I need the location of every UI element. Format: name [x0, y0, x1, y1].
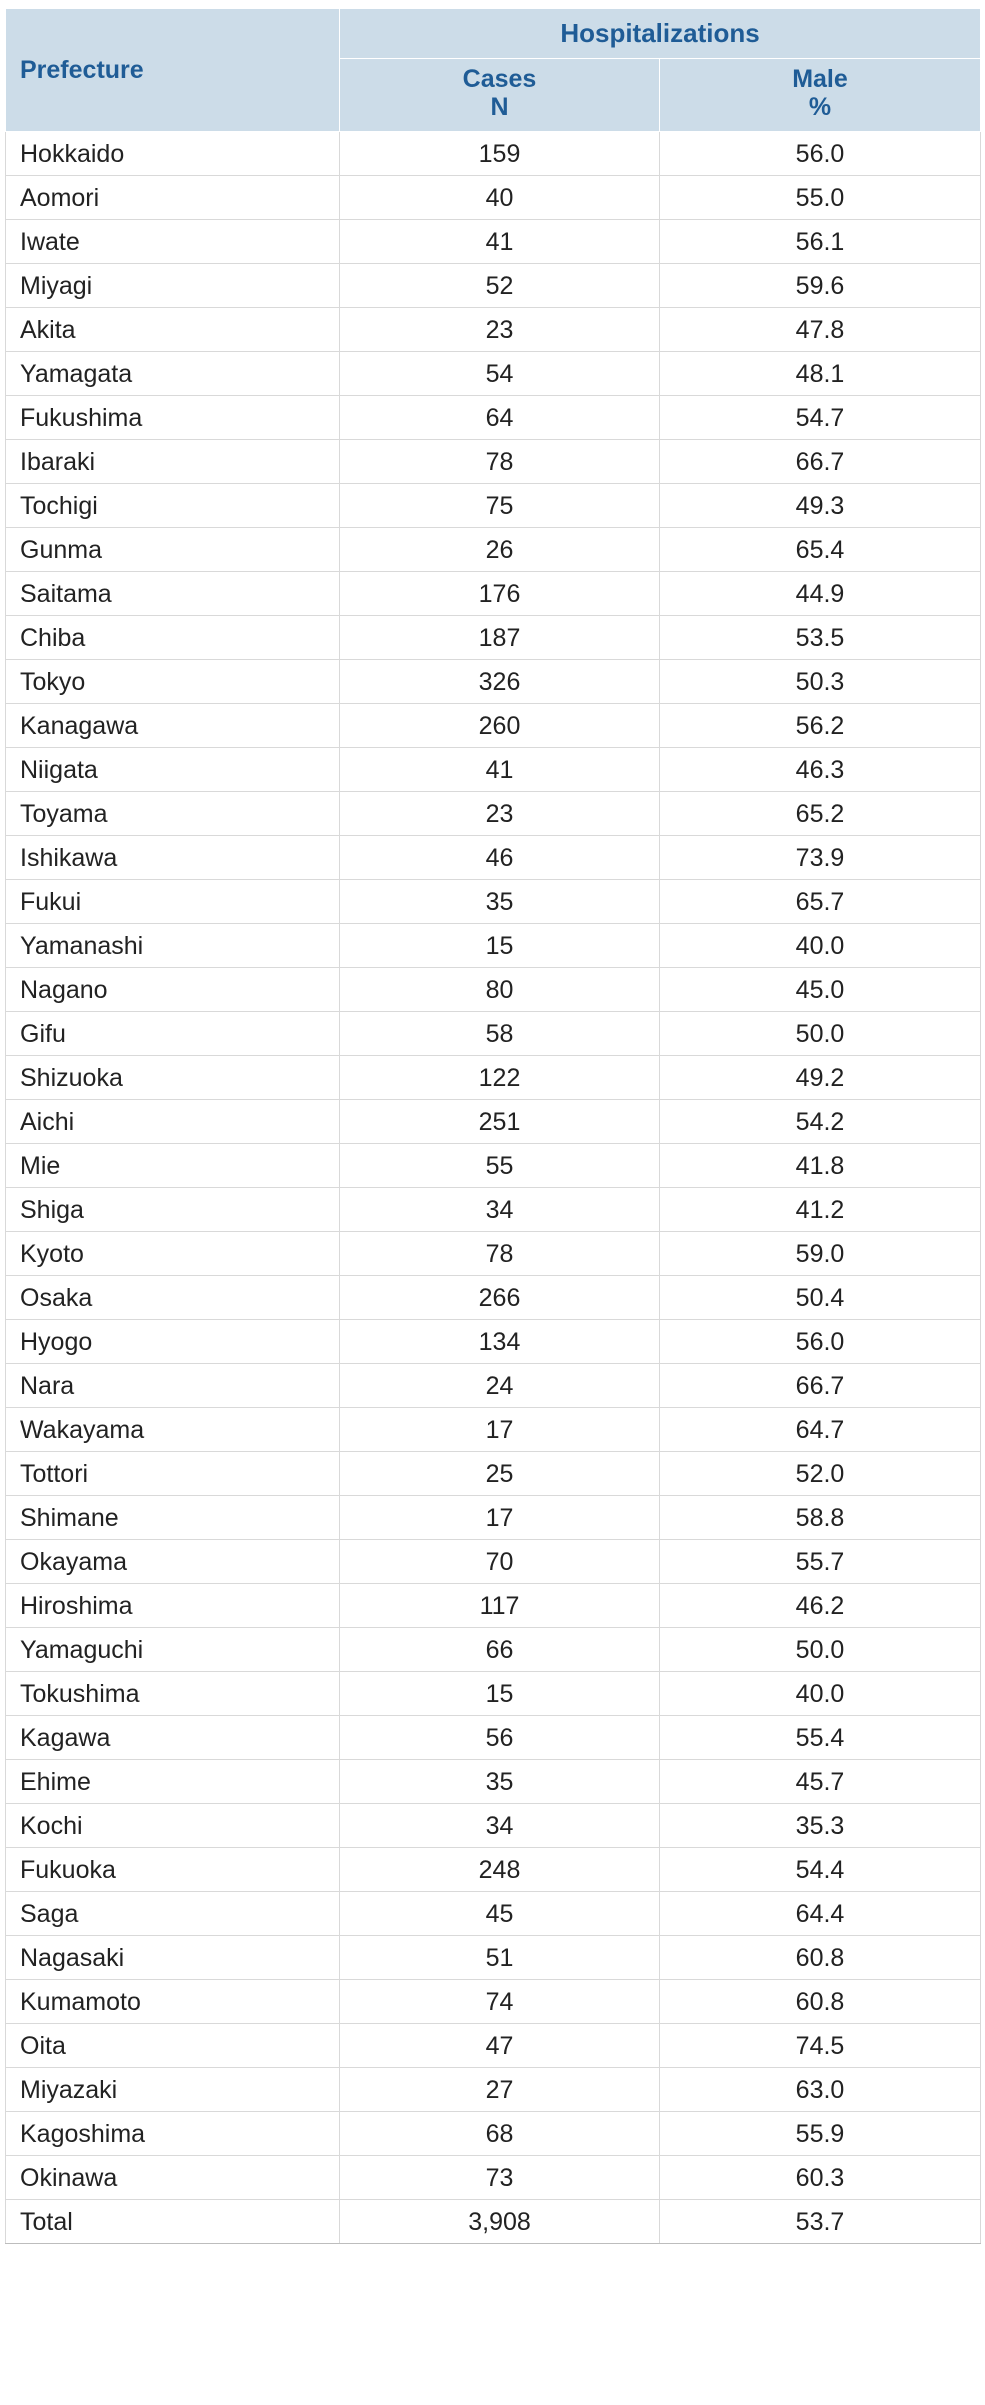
- cell-prefecture: Gifu: [6, 1012, 340, 1056]
- cell-male-percent: 56.0: [660, 1320, 981, 1364]
- table-row: [6, 1012, 981, 1056]
- cell-cases: 75: [340, 484, 660, 528]
- cell-prefecture: Tokushima: [6, 1672, 340, 1716]
- table-row: [6, 1056, 981, 1100]
- table-row: [6, 1364, 981, 1408]
- cell-prefecture: Oita: [6, 2024, 340, 2068]
- cell-male-percent: 60.3: [660, 2156, 981, 2200]
- table-row: [6, 1496, 981, 1540]
- cell-male-percent: 59.0: [660, 1232, 981, 1276]
- cell-male-percent: 44.9: [660, 572, 981, 616]
- cell-male-percent: 40.0: [660, 924, 981, 968]
- cell-cases: 134: [340, 1320, 660, 1364]
- cell-prefecture: Kumamoto: [6, 1980, 340, 2024]
- cell-male-percent: 45.0: [660, 968, 981, 1012]
- cell-prefecture: Shimane: [6, 1496, 340, 1540]
- cell-cases: 15: [340, 1672, 660, 1716]
- cell-male-percent: 50.3: [660, 660, 981, 704]
- table-row: [6, 308, 981, 352]
- table-row: [6, 1188, 981, 1232]
- cell-prefecture: Miyagi: [6, 264, 340, 308]
- cell-prefecture: Saitama: [6, 572, 340, 616]
- table-row: [6, 1452, 981, 1496]
- table-row: [6, 572, 981, 616]
- cell-prefecture: Toyama: [6, 792, 340, 836]
- cell-male-percent: 59.6: [660, 264, 981, 308]
- column-header-male-label: Male: [792, 65, 848, 94]
- cell-male-percent: 41.8: [660, 1144, 981, 1188]
- hospitalizations-table-container: [0, 8, 985, 2244]
- cell-male-percent: 53.7: [660, 2200, 981, 2244]
- table-row: [6, 1672, 981, 1716]
- cell-cases: 122: [340, 1056, 660, 1100]
- table-header: [6, 9, 981, 132]
- cell-cases: 251: [340, 1100, 660, 1144]
- cell-male-percent: 64.7: [660, 1408, 981, 1452]
- cell-prefecture: Ibaraki: [6, 440, 340, 484]
- column-header-cases-unit: N: [490, 93, 509, 122]
- table-row: [6, 792, 981, 836]
- cell-prefecture: Yamagata: [6, 352, 340, 396]
- cell-cases: 17: [340, 1496, 660, 1540]
- table-row: [6, 396, 981, 440]
- table-row: [6, 2200, 981, 2244]
- cell-prefecture: Ehime: [6, 1760, 340, 1804]
- cell-cases: 68: [340, 2112, 660, 2156]
- cell-prefecture: Kagoshima: [6, 2112, 340, 2156]
- table-row: [6, 924, 981, 968]
- cell-cases: 78: [340, 1232, 660, 1276]
- cell-cases: 34: [340, 1188, 660, 1232]
- cell-male-percent: 56.0: [660, 132, 981, 176]
- cell-prefecture: Nagano: [6, 968, 340, 1012]
- cell-male-percent: 49.3: [660, 484, 981, 528]
- cell-prefecture: Okinawa: [6, 2156, 340, 2200]
- cell-prefecture: Aomori: [6, 176, 340, 220]
- column-header-male-unit: %: [808, 93, 832, 122]
- table-row: [6, 484, 981, 528]
- table-row: [6, 1892, 981, 1936]
- cell-male-percent: 54.4: [660, 1848, 981, 1892]
- cell-cases: 24: [340, 1364, 660, 1408]
- cell-prefecture: Shiga: [6, 1188, 340, 1232]
- cell-cases: 46: [340, 836, 660, 880]
- cell-prefecture: Yamanashi: [6, 924, 340, 968]
- cell-male-percent: 60.8: [660, 1936, 981, 1980]
- cell-male-percent: 54.2: [660, 1100, 981, 1144]
- cell-male-percent: 63.0: [660, 2068, 981, 2112]
- cell-cases: 326: [340, 660, 660, 704]
- cell-prefecture: Hiroshima: [6, 1584, 340, 1628]
- cell-prefecture: Niigata: [6, 748, 340, 792]
- table-row: [6, 2112, 981, 2156]
- table-row: [6, 440, 981, 484]
- cell-cases: 34: [340, 1804, 660, 1848]
- cell-male-percent: 50.0: [660, 1012, 981, 1056]
- cell-male-percent: 58.8: [660, 1496, 981, 1540]
- cell-male-percent: 56.2: [660, 704, 981, 748]
- table-row: [6, 1584, 981, 1628]
- cell-male-percent: 60.8: [660, 1980, 981, 2024]
- cell-cases: 17: [340, 1408, 660, 1452]
- cell-prefecture: Iwate: [6, 220, 340, 264]
- cell-cases: 25: [340, 1452, 660, 1496]
- cell-male-percent: 56.1: [660, 220, 981, 264]
- table-row: [6, 352, 981, 396]
- table-row: [6, 748, 981, 792]
- cell-male-percent: 46.2: [660, 1584, 981, 1628]
- cell-cases: 41: [340, 748, 660, 792]
- cell-male-percent: 50.0: [660, 1628, 981, 1672]
- cell-prefecture: Tochigi: [6, 484, 340, 528]
- table-row: [6, 1320, 981, 1364]
- cell-cases: 3,908: [340, 2200, 660, 2244]
- cell-male-percent: 40.0: [660, 1672, 981, 1716]
- table-row: [6, 220, 981, 264]
- cell-prefecture: Hokkaido: [6, 132, 340, 176]
- cell-male-percent: 52.0: [660, 1452, 981, 1496]
- table-row: [6, 704, 981, 748]
- cell-prefecture: Chiba: [6, 616, 340, 660]
- cell-cases: 27: [340, 2068, 660, 2112]
- table-row: [6, 2068, 981, 2112]
- cell-prefecture: Gunma: [6, 528, 340, 572]
- table-row: [6, 1276, 981, 1320]
- cell-male-percent: 55.9: [660, 2112, 981, 2156]
- cell-cases: 26: [340, 528, 660, 572]
- column-header-male: [660, 59, 981, 132]
- cell-prefecture: Kyoto: [6, 1232, 340, 1276]
- cell-prefecture: Kanagawa: [6, 704, 340, 748]
- column-group-header-hospitalizations: Hospitalizations: [340, 9, 981, 59]
- cell-male-percent: 50.4: [660, 1276, 981, 1320]
- cell-cases: 248: [340, 1848, 660, 1892]
- cell-prefecture: Hyogo: [6, 1320, 340, 1364]
- table-row: [6, 1100, 981, 1144]
- cell-cases: 56: [340, 1716, 660, 1760]
- cell-prefecture: Fukushima: [6, 396, 340, 440]
- table-row: [6, 660, 981, 704]
- cell-prefecture: Miyazaki: [6, 2068, 340, 2112]
- column-header-prefecture: Prefecture: [6, 9, 340, 132]
- cell-male-percent: 45.7: [660, 1760, 981, 1804]
- table-row: [6, 880, 981, 924]
- cell-male-percent: 54.7: [660, 396, 981, 440]
- cell-cases: 58: [340, 1012, 660, 1056]
- cell-cases: 64: [340, 396, 660, 440]
- cell-cases: 47: [340, 2024, 660, 2068]
- cell-cases: 66: [340, 1628, 660, 1672]
- cell-cases: 70: [340, 1540, 660, 1584]
- cell-cases: 55: [340, 1144, 660, 1188]
- cell-prefecture: Wakayama: [6, 1408, 340, 1452]
- cell-cases: 187: [340, 616, 660, 660]
- cell-prefecture: Tokyo: [6, 660, 340, 704]
- cell-male-percent: 55.4: [660, 1716, 981, 1760]
- cell-male-percent: 65.4: [660, 528, 981, 572]
- cell-cases: 117: [340, 1584, 660, 1628]
- table-row: [6, 132, 981, 176]
- cell-cases: 40: [340, 176, 660, 220]
- cell-cases: 74: [340, 1980, 660, 2024]
- cell-cases: 23: [340, 308, 660, 352]
- table-row: [6, 1804, 981, 1848]
- cell-prefecture: Aichi: [6, 1100, 340, 1144]
- cell-cases: 35: [340, 880, 660, 924]
- cell-prefecture: Nara: [6, 1364, 340, 1408]
- cell-male-percent: 41.2: [660, 1188, 981, 1232]
- cell-prefecture: Kochi: [6, 1804, 340, 1848]
- hospitalizations-table: [5, 8, 981, 2244]
- table-row: [6, 616, 981, 660]
- table-row: [6, 1232, 981, 1276]
- table-row: [6, 1980, 981, 2024]
- cell-cases: 80: [340, 968, 660, 1012]
- table-row: [6, 1760, 981, 1804]
- table-row: [6, 1144, 981, 1188]
- cell-cases: 73: [340, 2156, 660, 2200]
- table-row: [6, 1540, 981, 1584]
- table-row: [6, 528, 981, 572]
- cell-cases: 35: [340, 1760, 660, 1804]
- cell-cases: 15: [340, 924, 660, 968]
- cell-male-percent: 64.4: [660, 1892, 981, 1936]
- cell-prefecture: Ishikawa: [6, 836, 340, 880]
- column-header-cases-label: Cases: [462, 65, 537, 94]
- cell-male-percent: 65.2: [660, 792, 981, 836]
- table-row: [6, 2156, 981, 2200]
- cell-prefecture: Tottori: [6, 1452, 340, 1496]
- cell-prefecture: Nagasaki: [6, 1936, 340, 1980]
- cell-cases: 78: [340, 440, 660, 484]
- cell-cases: 41: [340, 220, 660, 264]
- table-row: [6, 1716, 981, 1760]
- cell-cases: 52: [340, 264, 660, 308]
- column-header-cases: [340, 59, 660, 132]
- cell-prefecture: Akita: [6, 308, 340, 352]
- cell-male-percent: 55.7: [660, 1540, 981, 1584]
- cell-prefecture: Osaka: [6, 1276, 340, 1320]
- cell-male-percent: 53.5: [660, 616, 981, 660]
- cell-male-percent: 48.1: [660, 352, 981, 396]
- cell-male-percent: 74.5: [660, 2024, 981, 2068]
- cell-prefecture: Saga: [6, 1892, 340, 1936]
- table-row: [6, 2024, 981, 2068]
- table-row: [6, 968, 981, 1012]
- cell-cases: 51: [340, 1936, 660, 1980]
- table-row: [6, 176, 981, 220]
- cell-prefecture: Kagawa: [6, 1716, 340, 1760]
- cell-cases: 45: [340, 1892, 660, 1936]
- cell-prefecture: Fukui: [6, 880, 340, 924]
- table-row: [6, 1408, 981, 1452]
- cell-prefecture: Shizuoka: [6, 1056, 340, 1100]
- header-row-group: [6, 9, 981, 59]
- cell-male-percent: 66.7: [660, 440, 981, 484]
- cell-male-percent: 47.8: [660, 308, 981, 352]
- table-row: [6, 264, 981, 308]
- table-row: [6, 1848, 981, 1892]
- table-row: [6, 1936, 981, 1980]
- table-row: [6, 1628, 981, 1672]
- cell-prefecture: Fukuoka: [6, 1848, 340, 1892]
- cell-prefecture: Total: [6, 2200, 340, 2244]
- cell-cases: 54: [340, 352, 660, 396]
- cell-cases: 176: [340, 572, 660, 616]
- cell-prefecture: Yamaguchi: [6, 1628, 340, 1672]
- table-row: [6, 836, 981, 880]
- cell-cases: 23: [340, 792, 660, 836]
- cell-cases: 266: [340, 1276, 660, 1320]
- cell-male-percent: 46.3: [660, 748, 981, 792]
- cell-male-percent: 55.0: [660, 176, 981, 220]
- cell-cases: 159: [340, 132, 660, 176]
- table-body: [6, 132, 981, 2244]
- cell-male-percent: 35.3: [660, 1804, 981, 1848]
- cell-male-percent: 73.9: [660, 836, 981, 880]
- cell-prefecture: Okayama: [6, 1540, 340, 1584]
- cell-male-percent: 49.2: [660, 1056, 981, 1100]
- cell-cases: 260: [340, 704, 660, 748]
- cell-prefecture: Mie: [6, 1144, 340, 1188]
- cell-male-percent: 66.7: [660, 1364, 981, 1408]
- cell-male-percent: 65.7: [660, 880, 981, 924]
